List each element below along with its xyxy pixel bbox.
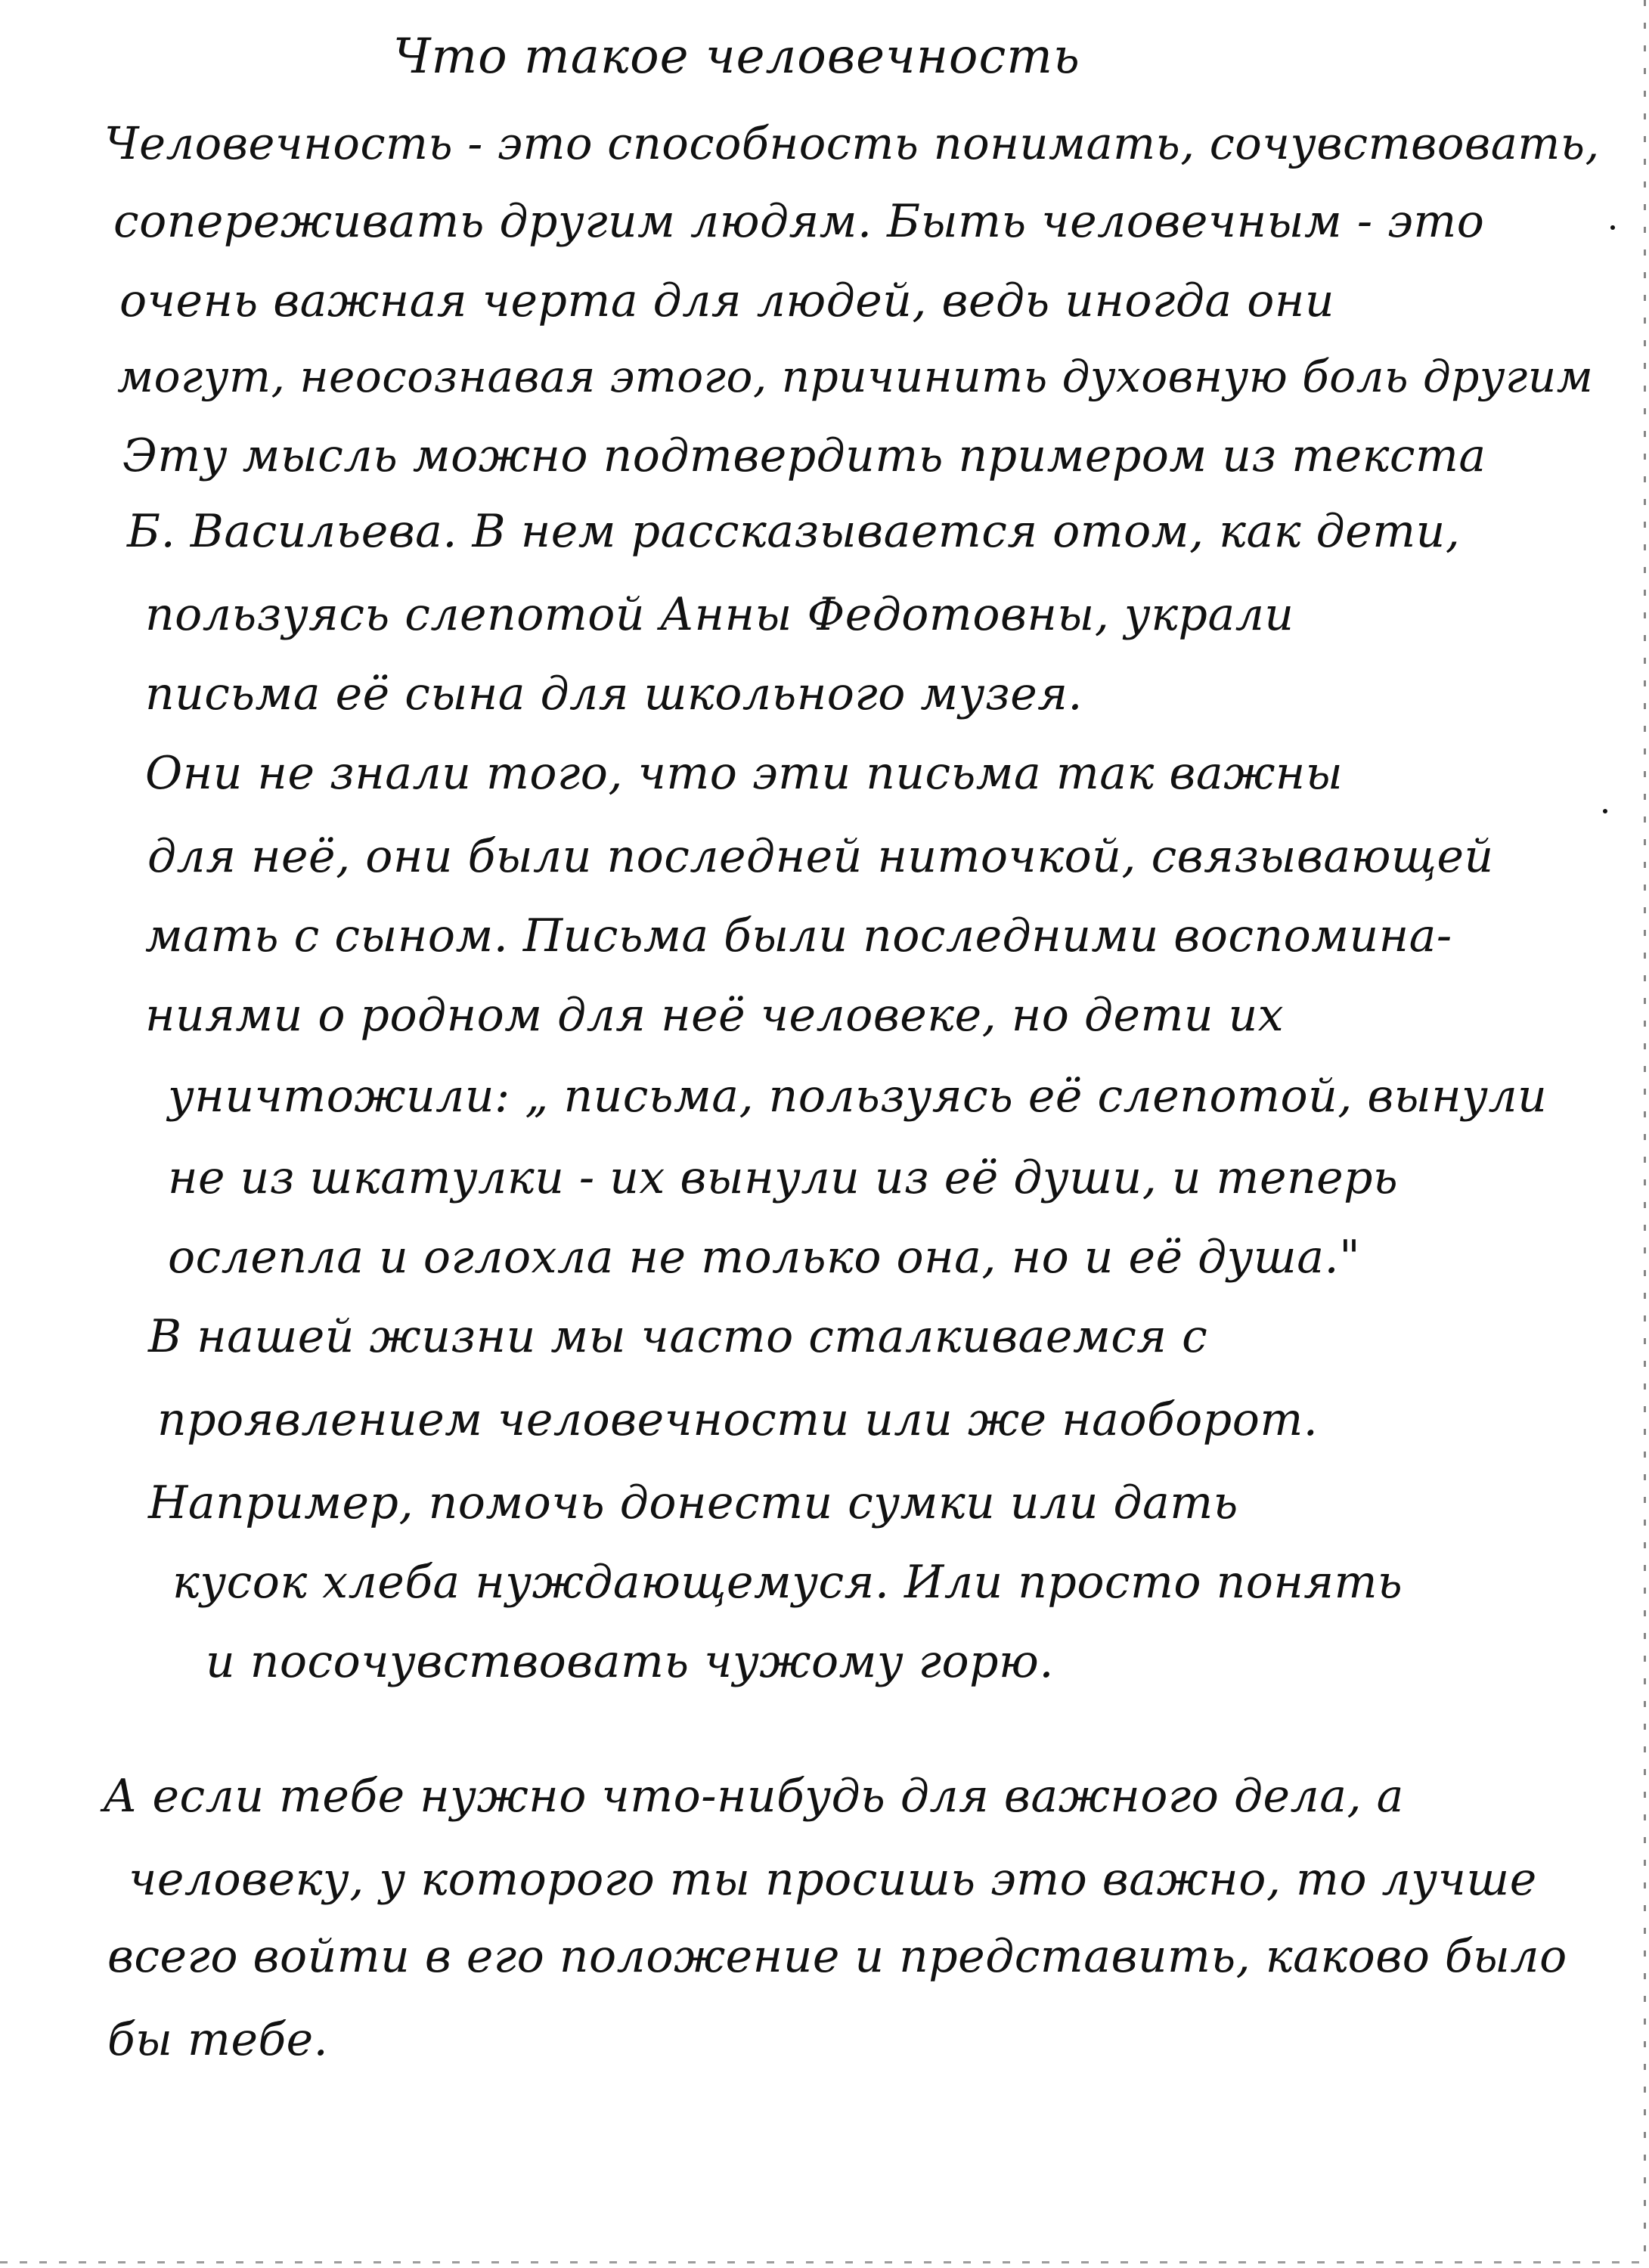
essay-line: Человечность - это способность понимать, сочувствовать, [104,117,1600,169]
essay-line: для неё, они были последней ниточкой, связывающей [147,830,1494,883]
essay-line: Например, помочь донести сумки или дать [148,1476,1238,1529]
essay-line: очень важная черта для людей, ведь иногда они [119,274,1335,327]
essay-line: уничтожили: „ письма, пользуясь её слепотой, вынули [168,1070,1548,1123]
essay-line: могут, неосознавая этого, причинить духовную боль другим [117,351,1594,402]
essay-line: сопереживать другим людям. Быть человечным - это [113,195,1485,248]
essay-line: А если тебе нужно что-нибудь для важного дела, а [103,1770,1404,1823]
essay-line: В нашей жизни мы часто сталкиваемся с [148,1310,1208,1363]
essay-line: кусок хлеба нуждающемуся. Или просто понять [172,1556,1403,1609]
essay-line: Они не знали того, что эти письма так важны [145,747,1344,800]
essay-title: Что такое человечность [393,29,1080,85]
essay-line: письма её сына для школьного музея. [145,668,1083,720]
essay-line: ослепла и оглохла не только она, но и её душа." [168,1231,1361,1284]
essay-line: не из шкатулки - их вынули из её души, и теперь [168,1151,1399,1204]
essay-line: человеку, у которого ты просишь это важно, то лучше [129,1853,1537,1906]
essay-line: Эту мысль можно подтвердить примером из текста [122,429,1486,482]
essay-line: пользуясь слепотой Анны Федотовны, украли [145,588,1294,641]
essay-line: мать с сыном. Письма были последними воспомина- [145,909,1452,962]
essay-line: и посочувствовать чужому горю. [206,1635,1054,1688]
essay-line: всего войти в его положение и представить, каково было [107,1930,1567,1983]
essay-line: Б. Васильева. В нем рассказывается отом, как дети, [127,505,1461,558]
essay-line: ниями о родном для неё человеке, но дети их [145,989,1285,1042]
essay-line: бы тебе. [107,2013,329,2066]
essay-line: проявлением человечности или же наоборот. [157,1393,1319,1446]
